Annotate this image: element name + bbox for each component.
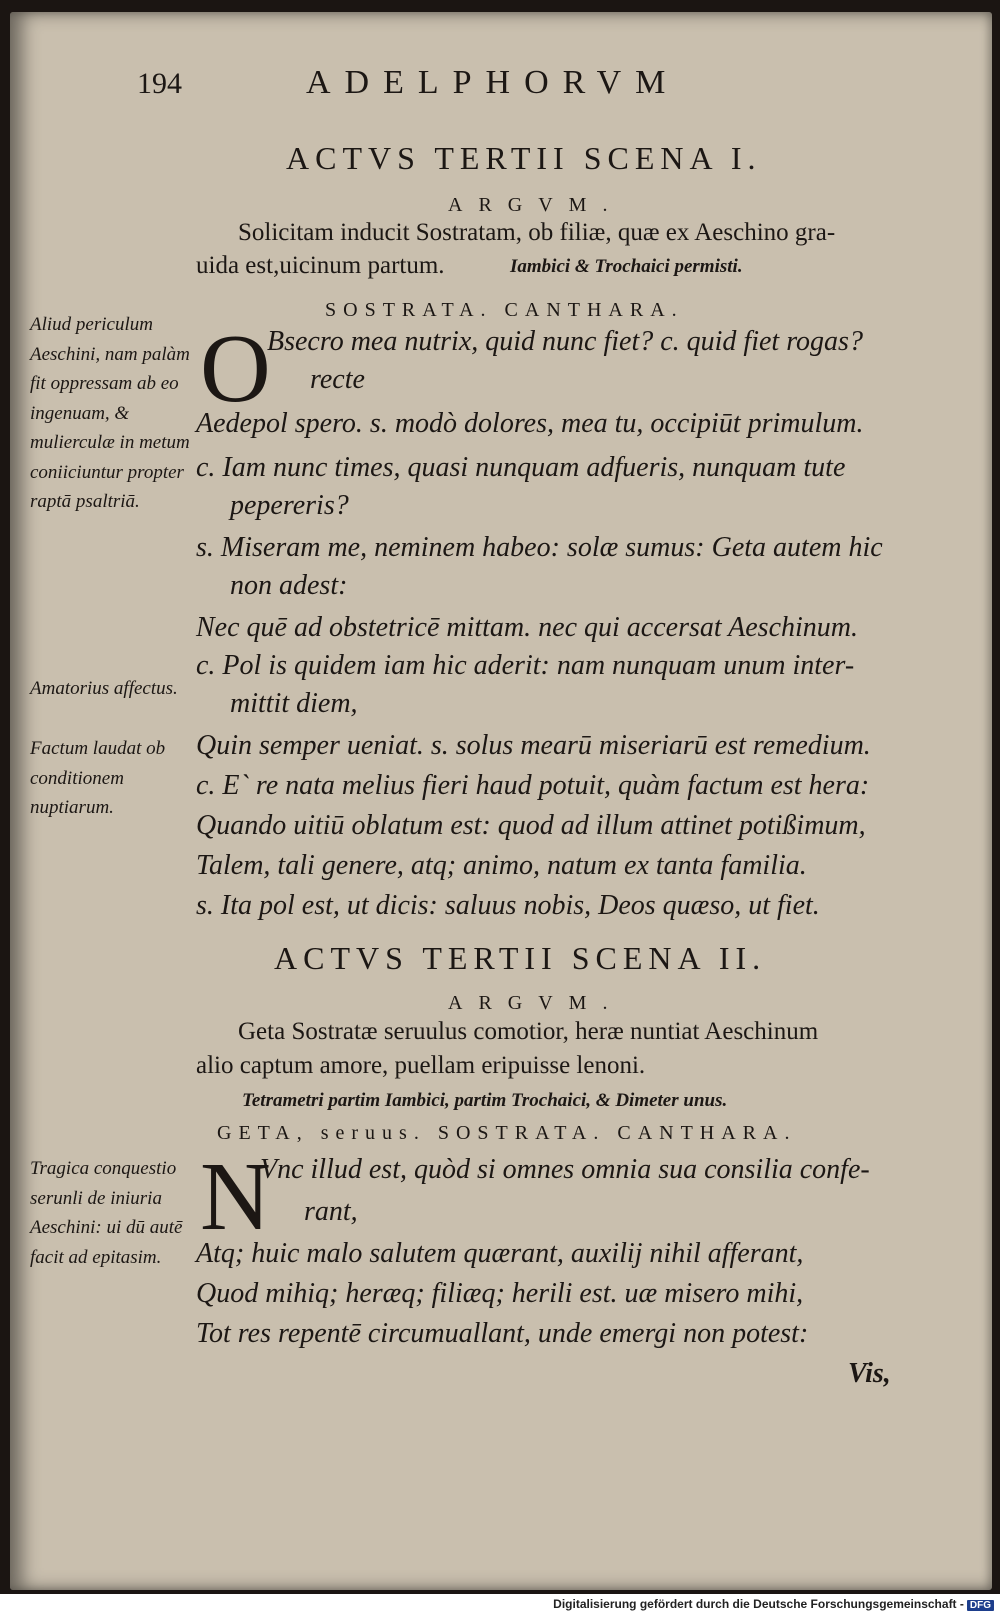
scene2-meter-note: Tetrametri partim Iambici, partim Trochaici, & Dimeter unus. — [242, 1090, 728, 1111]
verse-line: c. Pol is quidem iam hic aderit: nam nunquam unum inter- — [196, 650, 855, 681]
scene2-argument-line: alio captum amore, puellam eripuisse lenoni. — [196, 1052, 646, 1079]
digitization-footer — [553, 1597, 994, 1611]
verse-line: Aedepol spero. s. modò dolores, mea tu, occipiūt primulum. — [196, 408, 864, 439]
verse-line: rant, — [304, 1196, 358, 1227]
scene1-heading: ACTVS TERTII SCENA I. — [286, 140, 762, 176]
scene1-argument-line: uida est,uicinum partum. — [196, 252, 445, 279]
verse-line: recte — [310, 364, 365, 395]
margin-note: Tragica conquestio serunli de iniuria Aeschini: ui dū autē facit ad epitasim. — [30, 1158, 183, 1268]
margin-note: Factum laudat ob conditionem nuptiarum. — [30, 738, 166, 818]
scene2-speakers: GETA, seruus. SOSTRATA. CANTHARA. — [217, 1122, 797, 1144]
scene1-argument-line: Solicitam inducit Sostratam, ob filiæ, quæ ex Aeschino gra- — [238, 219, 836, 246]
verse-line: c. Iam nunc times, quasi nunquam adfueris, nunquam tute — [196, 452, 846, 483]
margin-note: Aliud periculum Aeschini, nam palàm fit oppressam ab eo ingenuam, & mulierculæ in metum coniiciuntur propter raptā psaltriā. — [30, 314, 190, 512]
verse-line: s. Miseram me, neminem habeo: solæ sumus: Geta autem hic — [196, 532, 883, 563]
verse-line: mittit diem, — [230, 688, 358, 719]
scene2-argument-line: Geta Sostratæ seruulus comotior, heræ nuntiat Aeschinum — [238, 1018, 819, 1045]
scene2-drop-cap: N — [200, 1143, 271, 1251]
scene1-argument-label: ARGVM. — [448, 194, 624, 216]
verse-line: c. E` re nata melius fieri haud potuit, quàm factum est hera: — [196, 770, 870, 801]
dfg-logo: DFG — [967, 1600, 994, 1611]
running-head: ADELPHORVM — [306, 64, 680, 101]
verse-line: Vnc illud est, quòd si omnes omnia sua consilia confe- — [260, 1154, 870, 1185]
verse-line: Atq; huic malo salutem quærant, auxilij nihil afferant, — [196, 1238, 804, 1269]
page-number: 194 — [137, 67, 182, 100]
footer-text: Digitalisierung gefördert durch die Deutsche Forschungsgemeinschaft - — [553, 1597, 964, 1611]
verse-line: Quando uitiū oblatum est: quod ad illum attinet potißimum, — [196, 810, 866, 841]
verse-line: pepereris? — [230, 490, 349, 521]
verse-line: Nec quē ad obstetricē mittam. nec qui accersat Aeschinum. — [196, 612, 858, 643]
verse-line: non adest: — [230, 570, 348, 601]
scene2-heading: ACTVS TERTII SCENA II. — [274, 940, 767, 976]
verse-line: s. Ita pol est, ut dicis: saluus nobis, Deos quæso, ut fiet. — [196, 890, 820, 921]
margin-note: Amatorius affectus. — [30, 678, 178, 699]
scene1-drop-cap: O — [200, 315, 271, 423]
verse-line: Quod mihiq; heræq; filiæq; herili est. uæ misero mihi, — [196, 1278, 804, 1309]
scene1-speakers: SOSTRATA. CANTHARA. — [325, 299, 684, 321]
catchword: Vis, — [848, 1358, 891, 1389]
verse-line: Quin semper ueniat. s. solus mearū miseriarū est remedium. — [196, 730, 871, 761]
page-sheet — [10, 12, 992, 1590]
scene1-meter-note: Iambici & Trochaici permisti. — [510, 256, 743, 277]
verse-line: Bsecro mea nutrix, quid nunc fiet? c. quid fiet rogas? — [267, 326, 863, 357]
scene2-argument-label: ARGVM. — [448, 992, 624, 1014]
verse-line: Tot res repentē circumuallant, unde emergi non potest: — [196, 1318, 809, 1349]
verse-line: Talem, tali genere, atq; animo, natum ex tanta familia. — [196, 850, 807, 881]
